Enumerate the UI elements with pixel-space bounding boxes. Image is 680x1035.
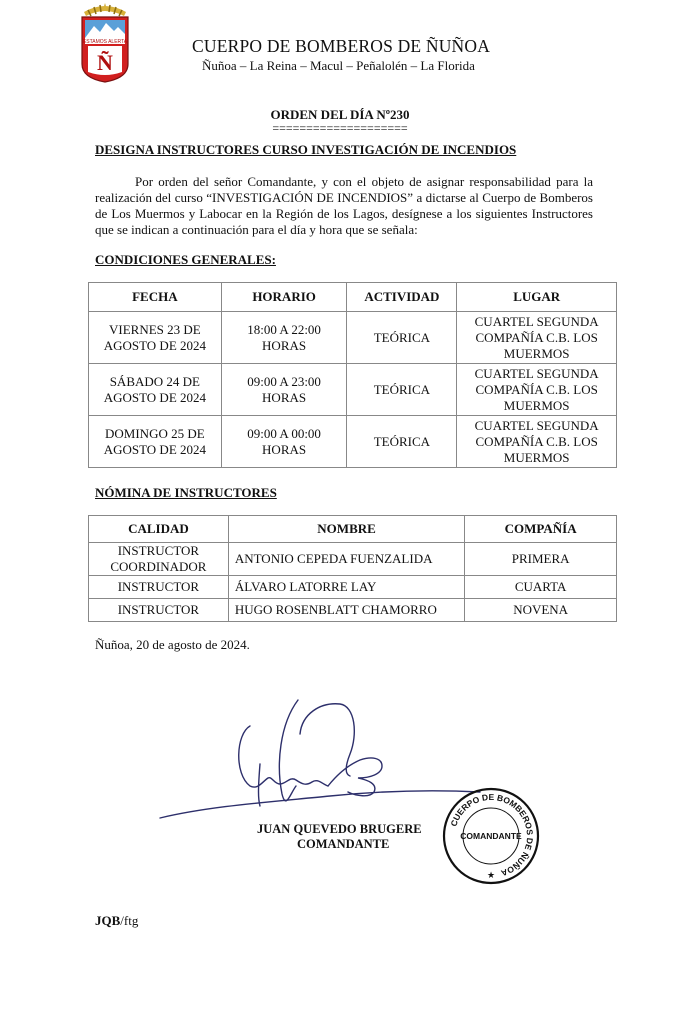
place-and-date: Ñuñoa, 20 de agosto de 2024. — [95, 637, 250, 652]
organization-name: CUERPO DE BOMBEROS DE ÑUÑOA — [192, 36, 491, 56]
order-title: ORDEN DEL DÍA Nº230 — [270, 107, 410, 122]
column-header-lugar: LUGAR — [457, 283, 617, 312]
column-header-calidad: CALIDAD — [89, 516, 229, 543]
cell-compania: NOVENA — [465, 599, 617, 622]
column-header-horario: HORARIO — [221, 283, 347, 312]
crest-motto: ESTAMOS ALERTA — [82, 39, 128, 45]
cell-horario: 09:00 A 23:00 HORAS — [221, 364, 347, 416]
table-row — [89, 364, 617, 416]
stamp-center-text: COMANDANTE — [460, 831, 522, 841]
instructors-heading: NÓMINA DE INSTRUCTORES — [95, 485, 277, 500]
column-header-actividad: ACTIVIDAD — [347, 283, 457, 312]
official-stamp — [441, 786, 541, 886]
cell-horario: 09:00 A 00:00 HORAS — [221, 416, 347, 468]
table-row — [89, 416, 617, 468]
organization-communes: Ñuñoa – La Reina – Macul – Peñalolén – La Florida — [202, 58, 475, 73]
cell-lugar: CUARTEL SEGUNDA COMPAÑÍA C.B. LOS MUERMOS — [457, 312, 617, 364]
cell-lugar: CUARTEL SEGUNDA COMPAÑÍA C.B. LOS MUERMOS — [457, 364, 617, 416]
stamp-star-icon: ★ — [486, 870, 496, 880]
cell-nombre: HUGO ROSENBLATT CHAMORRO — [228, 599, 464, 622]
table-row — [89, 312, 617, 364]
cell-actividad: TEÓRICA — [347, 312, 457, 364]
table-header-row — [89, 283, 617, 312]
cell-calidad: INSTRUCTOR — [89, 576, 229, 599]
conditions-heading: CONDICIONES GENERALES: — [95, 252, 276, 267]
cell-actividad: TEÓRICA — [347, 364, 457, 416]
cell-compania: CUARTA — [465, 576, 617, 599]
table-row — [89, 576, 617, 599]
cell-calidad: INSTRUCTOR COORDINADOR — [89, 543, 229, 576]
instructors-table — [88, 515, 617, 622]
signer-role: COMANDANTE — [297, 837, 390, 851]
cell-fecha: DOMINGO 25 DE AGOSTO DE 2024 — [89, 416, 222, 468]
order-body-paragraph: Por orden del señor Comandante, y con el objeto de asignar responsabilidad para la realización del curso “INVESTIGACIÓN DE INCENDIOS” a dictarse al Cuerpo de Bomberos de Los Muermos y Labocar en la Región de los Lagos, desígnese a los siguientes Instructores que se indican a continuación para el día y hora que se señala: — [95, 174, 593, 237]
fire-department-crest — [76, 2, 134, 84]
cell-nombre: ANTONIO CEPEDA FUENZALIDA — [228, 543, 464, 576]
signer-name: JUAN QUEVEDO BRUGERE — [257, 822, 422, 836]
stamp-ring-text: CUERPO DE BOMBEROS DE ÑUÑOA — [448, 791, 536, 879]
reference-initials: JQB/ftg — [95, 913, 139, 928]
cell-lugar: CUARTEL SEGUNDA COMPAÑÍA C.B. LOS MUERMOS — [457, 416, 617, 468]
order-title-rule: ==================== — [272, 121, 408, 135]
cell-nombre: ÁLVARO LATORRE LAY — [228, 576, 464, 599]
table-header-row — [89, 516, 617, 543]
crest-letter: Ñ — [97, 50, 113, 75]
conditions-table — [88, 282, 617, 468]
table-row — [89, 543, 617, 576]
column-header-compania: COMPAÑÍA — [465, 516, 617, 543]
cell-fecha: SÁBADO 24 DE AGOSTO DE 2024 — [89, 364, 222, 416]
cell-actividad: TEÓRICA — [347, 416, 457, 468]
cell-fecha: VIERNES 23 DE AGOSTO DE 2024 — [89, 312, 222, 364]
cell-compania: PRIMERA — [465, 543, 617, 576]
crest-flames-icon — [84, 3, 126, 16]
column-header-fecha: FECHA — [89, 283, 222, 312]
cell-calidad: INSTRUCTOR — [89, 599, 229, 622]
table-row — [89, 599, 617, 622]
cell-horario: 18:00 A 22:00 HORAS — [221, 312, 347, 364]
column-header-nombre: NOMBRE — [228, 516, 464, 543]
order-subject: DESIGNA INSTRUCTORES CURSO INVESTIGACIÓN DE INCENDIOS — [95, 142, 517, 157]
